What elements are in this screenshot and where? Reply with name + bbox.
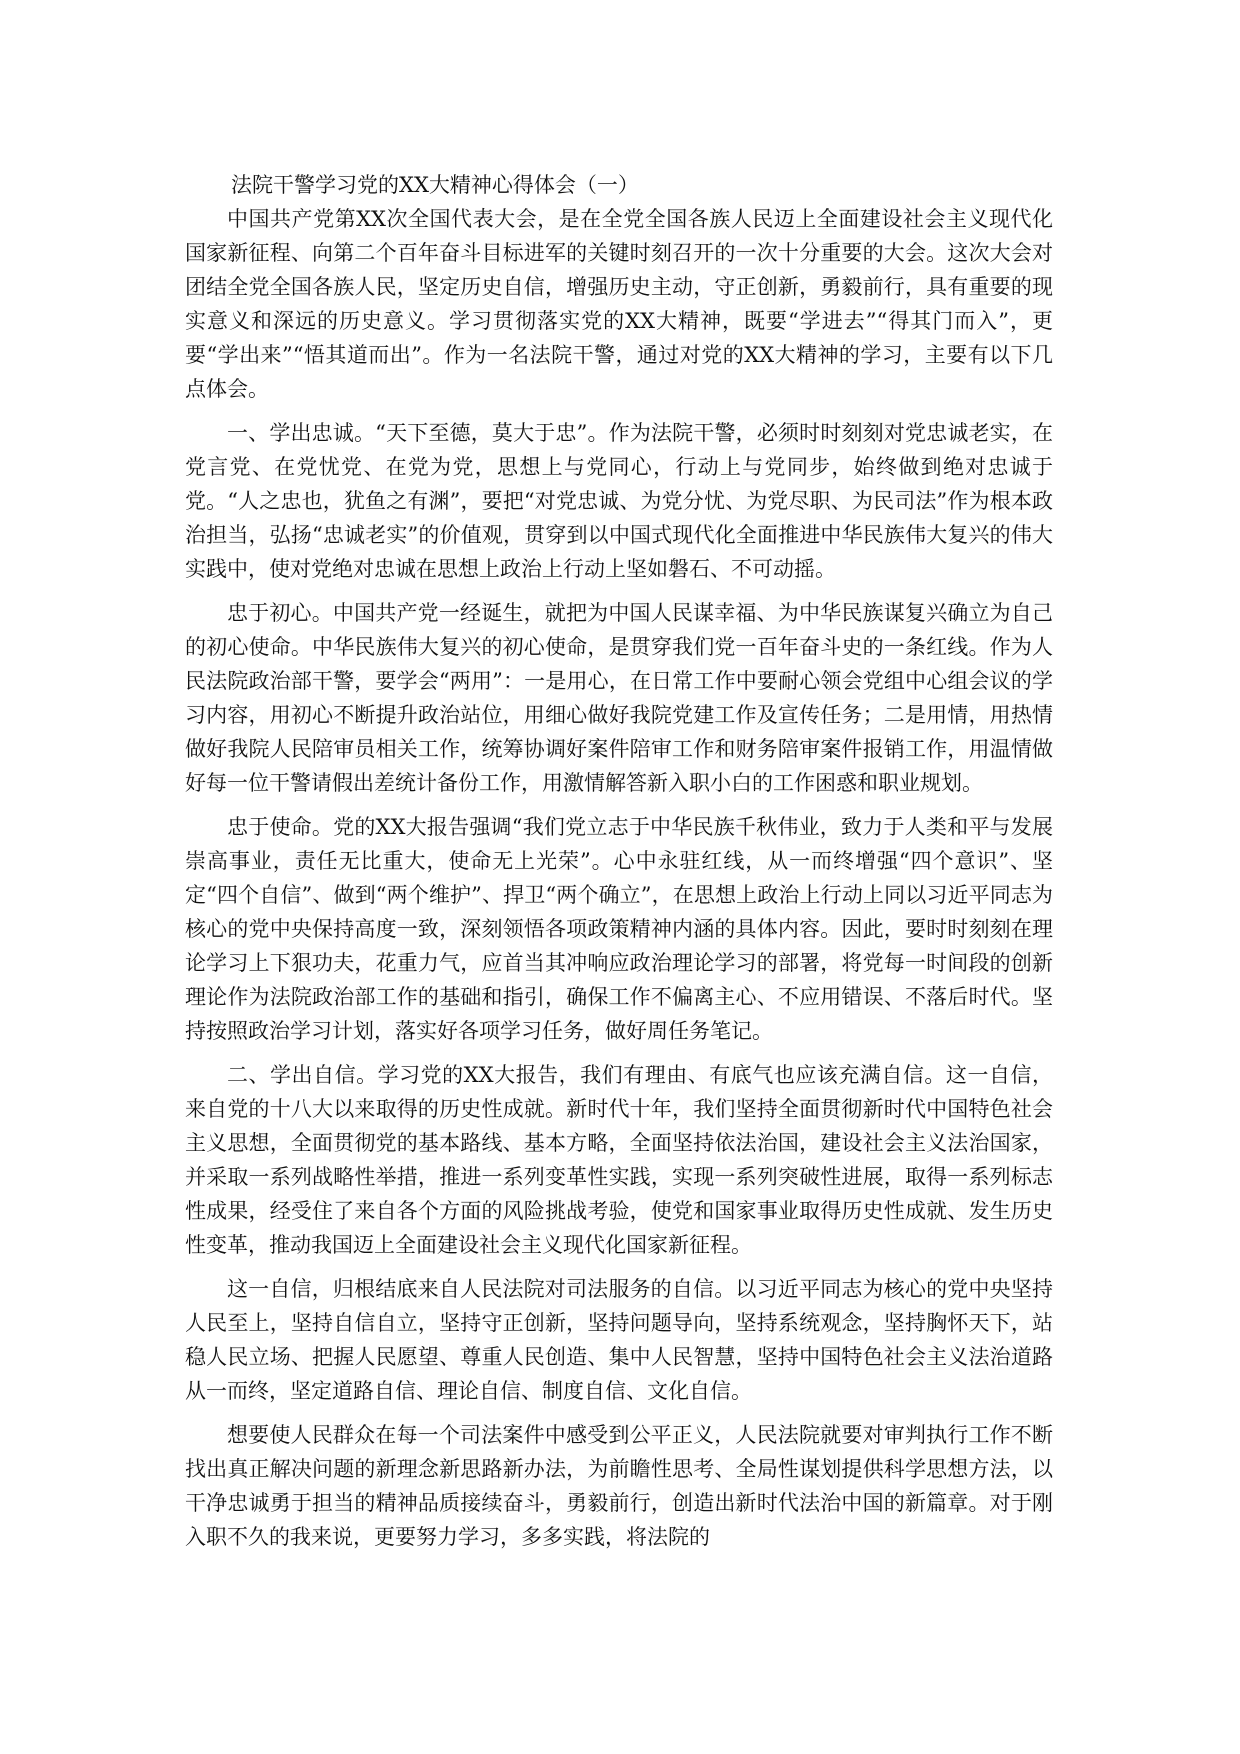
judicial-confidence-paragraph: 这一自信，归根结底来自人民法院对司法服务的自信。以习近平同志为核心的党中央坚持人民至上，坚持自信自立，坚持守正创新，坚持问题导向，坚持系统观念，坚持胸怀天下，站稳人民立场、把握人民愿望、尊重人民创造、集中人民智慧，坚持中国特色社会主义法治道路从一而终，坚定道路自信、理论自信、制度自信、文化自信。: [185, 1277, 1053, 1403]
document-title: 法院干警学习党的XX大精神心得体会（一）: [231, 173, 639, 197]
fairness-paragraph: 想要使人民群众在每一个司法案件中感受到公平正义，人民法院就要对审判执行工作不断找出真正解决问题的新理念新思路新办法，为前瞻性思考、全局性谋划提供科学思想方法，以干净忠诚勇于担当的精神品质接续奋斗，勇毅前行，创造出新时代法治中国的新篇章。对于刚入职不久的我来说，更要努力学习，多多实践，将法院的: [185, 1423, 1053, 1549]
confidence-paragraph: 二、学出自信。学习党的XX大报告，我们有理由、有底气也应该充满自信。这一自信，来自党的十八大以来取得的历史性成就。新时代十年，我们坚持全面贯彻新时代中国特色社会主义思想，全面贯彻党的基本路线、基本方略，全面坚持依法治国，建设社会主义法治国家，并采取一系列战略性举措，推进一系列变革性实践，实现一系列突破性进展，取得一系列标志性成果，经受住了来自各个方面的风险挑战考验，使党和国家事业取得历史性成就、发生历史性变革，推动我国迈上全面建设社会主义现代化国家新征程。: [185, 1063, 1053, 1257]
loyalty-paragraph: 一、学出忠诚。“天下至德，莫大于忠”。作为法院干警，必须时时刻刻对党忠诚老实，在党言党、在党忧党、在党为党，思想上与党同心，行动上与党同步，始终做到绝对忠诚于党。“人之忠也，犹鱼之有渊”，要把“对党忠诚、为党分忧、为党尽职、为民司法”作为根本政治担当，弘扬“忠诚老实”的价值观，贯穿到以中国式现代化全面推进中华民族伟大复兴的伟大实践中，使对党绝对忠诚在思想上政治上行动上坚如磐石、不可动摇。: [185, 421, 1053, 581]
document-body: [185, 168, 1053, 1564]
mission-paragraph: 忠于使命。党的XX大报告强调“我们党立志于中华民族千秋伟业，致力于人类和平与发展崇高事业，责任无比重大，使命无上光荣”。心中永驻红线，从一而终增强“四个意识”、坚定“四个自信”、做到“两个维护”、捍卫“两个确立”，在思想上政治上行动上同以习近平同志为核心的党中央保持高度一致，深刻领悟各项政策精神内涵的具体内容。因此，要时时刻刻在理论学习上下狠功夫，花重力气，应首当其冲响应政治理论学习的部署，将党每一时间段的创新理论作为法院政治部工作的基础和指引，确保工作不偏离主心、不应用错误、不落后时代。坚持按照政治学习计划，落实好各项学习任务，做好周任务笔记。: [185, 815, 1053, 1043]
original-aspiration-paragraph: 忠于初心。中国共产党一经诞生，就把为中国人民谋幸福、为中华民族谋复兴确立为自己的初心使命。中华民族伟大复兴的初心使命，是贯穿我们党一百年奋斗史的一条红线。作为人民法院政治部干警，要学会“两用”：一是用心，在日常工作中要耐心领会党组中心组会议的学习内容，用初心不断提升政治站位，用细心做好我院党建工作及宣传任务；二是用情，用热情做好我院人民陪审员相关工作，统筹协调好案件陪审工作和财务陪审案件报销工作，用温情做好每一位干警请假出差统计备份工作，用激情解答新入职小白的工作困惑和职业规划。: [185, 601, 1053, 795]
intro-paragraph: 中国共产党第XX次全国代表大会，是在全党全国各族人民迈上全面建设社会主义现代化国家新征程、向第二个百年奋斗目标进军的关键时刻召开的一次十分重要的大会。这次大会对团结全党全国各族人民，坚定历史自信，增强历史主动，守正创新，勇毅前行，具有重要的现实意义和深远的历史意义。学习贯彻落实党的XX大精神，既要“学进去”“得其门而入”，更要“学出来”“悟其道而出”。作为一名法院干警，通过对党的XX大精神的学习，主要有以下几点体会。: [185, 207, 1053, 401]
